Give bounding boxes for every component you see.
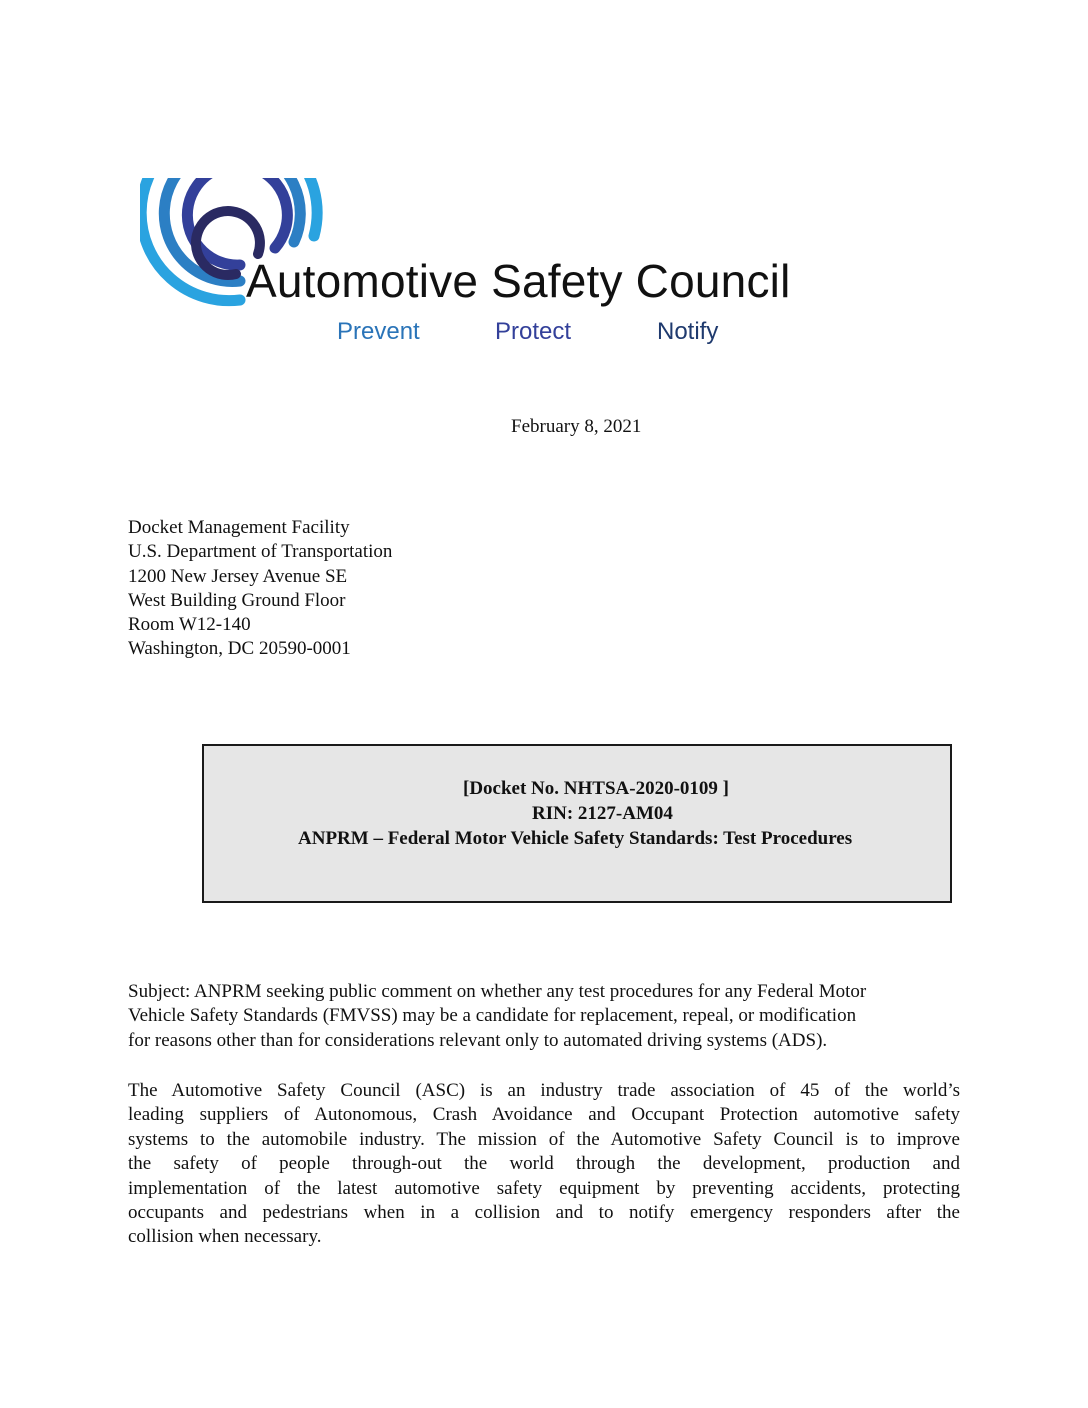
recipient-address (128, 516, 392, 662)
intro-line: systems to the automobile industry. The mission of the Automotive Safety Council is to improve (128, 1128, 960, 1150)
address-line: 1200 New Jersey Avenue SE (128, 565, 348, 587)
intro-paragraph (128, 1079, 960, 1250)
tagline-notify: Notify (657, 318, 719, 345)
subject-line: for reasons other than for considerations relevant only to automated driving systems (ADS). (128, 1029, 828, 1051)
intro-line: implementation of the latest automotive safety equipment by preventing accidents, protecting (128, 1177, 960, 1199)
docket-title: ANPRM – Federal Motor Vehicle Safety Standards: Test Procedures (298, 828, 853, 849)
intro-line: occupants and pedestrians when in a collision and to notify emergency responders after the (128, 1202, 960, 1224)
address-line: U.S. Department of Transportation (128, 541, 393, 563)
organization-name: Automotive Safety Council (246, 255, 791, 307)
address-line: West Building Ground Floor (128, 589, 346, 611)
intro-line: collision when necessary. (128, 1226, 322, 1248)
tagline-prevent: Prevent (337, 318, 420, 345)
docket-rin: RIN: 2127-AM04 (532, 803, 673, 824)
address-line: Washington, DC 20590-0001 (128, 638, 351, 660)
intro-line: The Automotive Safety Council (ASC) is an industry trade association of 45 of the world’s (128, 1080, 960, 1101)
subject-paragraph (128, 980, 960, 1053)
tagline-protect: Protect (495, 318, 572, 345)
letter-date: February 8, 2021 (511, 416, 642, 437)
intro-line: leading suppliers of Autonomous, Crash Avoidance and Occupant Protection automotive safety (128, 1104, 960, 1126)
intro-line: the safety of people through-out the world through the development, production and (128, 1153, 960, 1175)
address-line: Room W12-140 (128, 614, 251, 636)
docket-number: [Docket No. NHTSA-2020-0109 ] (463, 778, 729, 799)
subject-line: Vehicle Safety Standards (FMVSS) may be a candidate for replacement, repeal, or modification (128, 1005, 857, 1027)
docket-box (202, 744, 952, 903)
subject-line: Subject: ANPRM seeking public comment on whether any test procedures for any Federal Motor (128, 981, 867, 1002)
address-line: Docket Management Facility (128, 517, 350, 538)
